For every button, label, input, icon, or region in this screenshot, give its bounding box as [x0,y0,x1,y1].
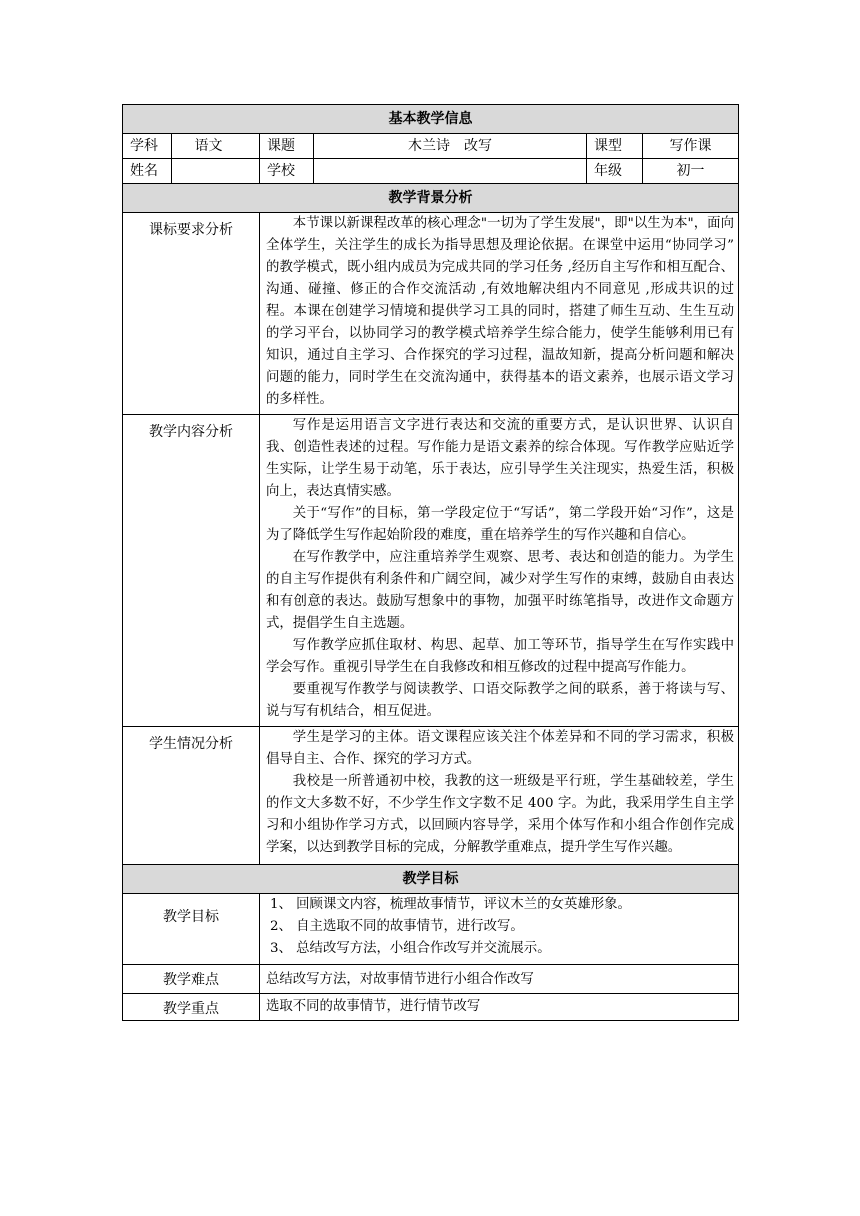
type-value: 写作课 [643,134,739,159]
name-value [172,159,260,184]
subject-value: 语文 [172,134,260,159]
school-label: 学校 [260,159,314,184]
students-label: 学生情况分析 [123,727,260,865]
curriculum-body [260,213,739,415]
topic-label: 课题 [260,134,314,159]
type-label: 课型 [587,134,643,159]
curriculum-paragraph: 本节课以新课程改革的核心理念"一切为了学生发展"，即"以生为本"，面向全体学生，关注学生的成长为指导思想及理论依据。在课堂中运用“协同学习” 的教学模式，既小组内成员为完成共同的学习任务 ,经历自主写作和相互配合、沟通、碰撞、修正的合作交流活动 ,有效地解决组内不同意见 ,形成共识的过程。本课在创建学习情境和提供学习工具的同时，搭建了师生互动、生生互动的学习平台，以协同学习的教学模式培养学生综合能力，使学生能够利用已有知识，通过自主学习、合作探究的学习过程，温故知新，提高分析问题和解决问题的能力，同时学生在交流沟通中，获得基本的语文素养，也展示语文学习的多样性。 [266,216,735,407]
goals-row [123,894,739,965]
grade-value: 初一 [643,159,739,184]
content-row [123,415,739,727]
goal-item: 2、 自主选取不同的故事情节，进行改写。 [270,919,524,934]
goals-label: 教学目标 [123,894,260,965]
goal-item: 1、 回顾课文内容，梳理故事情节，评议木兰的女英雄形象。 [270,897,631,912]
section-header-basic-info [123,105,739,134]
school-value [314,159,587,184]
content-body [260,415,739,727]
section-title: 基本教学信息 [123,105,739,134]
students-paragraph: 我校是一所普通初中校，我教的这一班级是平行班，学生基础较差，学生的作文大多数不好，不少学生作文字数不足 400 字。为此，我采用学生自主学习和小组协作学习方式，以回顾内容导学，采用个体写作和小组合作创作完成学案，以达到教学目标的完成，分解教学重难点，提升学生写作兴趣。 [266,774,735,855]
section-header-goals [123,865,739,894]
goal-item: 3、 总结改写方法，小组合作改写并交流展示。 [270,941,551,956]
content-paragraph: 要重视写作教学与阅读教学、口语交际教学之间的联系，善于将读与写、说与写有机结合，相互促进。 [266,682,735,719]
lesson-plan-table [122,104,739,1021]
keypoint-label: 教学重点 [123,994,260,1021]
curriculum-label: 课标要求分析 [123,213,260,415]
info-row-2 [123,159,739,184]
subject-label: 学科 [123,134,172,159]
difficulty-text: 总结改写方法，对故事情节进行小组合作改写 [260,965,739,994]
content-paragraph: 写作是运用语言文字进行表达和交流的重要方式，是认识世界、认识自我、创造性表述的过程。写作能力是语文素养的综合体现。写作教学应贴近学生实际，让学生易于动笔，乐于表达，应引导学生关注现实，热爱生活，积极向上，表达真情实感。 [266,418,735,499]
section-title: 教学背景分析 [123,184,739,213]
keypoint-text: 选取不同的故事情节，进行情节改写 [260,994,739,1021]
content-label: 教学内容分析 [123,415,260,727]
keypoint-row [123,994,739,1021]
students-body [260,727,739,865]
content-paragraph: 关于“写作”的目标，第一学段定位于“写话”，第二学段开始“习作”，这是为了降低学生写作起始阶段的难度，重在培养学生的写作兴趣和自信心。 [266,506,735,543]
section-header-background [123,184,739,213]
curriculum-row [123,213,739,415]
difficulty-row [123,965,739,994]
topic-value: 木兰诗 改写 [314,134,587,159]
lesson-plan-document [122,104,738,1021]
section-title: 教学目标 [123,865,739,894]
content-paragraph: 写作教学应抓住取材、构思、起草、加工等环节，指导学生在写作实践中学会写作。重视引导学生在自我修改和相互修改的过程中提高写作能力。 [266,638,735,675]
name-label: 姓名 [123,159,172,184]
students-row [123,727,739,865]
students-paragraph: 学生是学习的主体。语文课程应该关注个体差异和不同的学习需求，积极倡导自主、合作、探究的学习方式。 [266,730,735,767]
goals-body [260,894,739,965]
grade-label: 年级 [587,159,643,184]
difficulty-label: 教学难点 [123,965,260,994]
info-row-1 [123,134,739,159]
content-paragraph: 在写作教学中，应注重培养学生观察、思考、表达和创造的能力。为学生的自主写作提供有利条件和广阔空间，减少对学生写作的束缚，鼓励自由表达和有创意的表达。鼓励写想象中的事物，加强平时练笔指导，改进作文命题方式，提倡学生自主选题。 [266,550,735,631]
